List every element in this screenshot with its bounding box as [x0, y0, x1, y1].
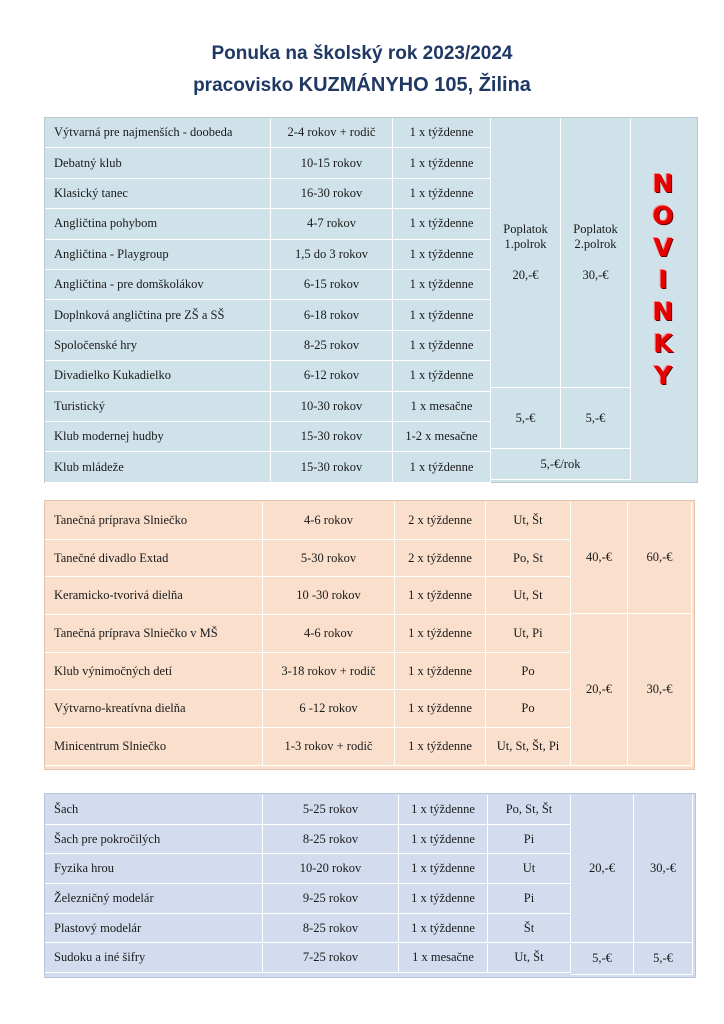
course-name: Angličtina pohybom	[45, 209, 271, 239]
frequency: 1 x týždenne	[395, 653, 486, 691]
age-range: 8-25 rokov	[263, 914, 399, 944]
course-name: Sudoku a iné šifry	[45, 944, 263, 974]
age-range: 15-30 rokov	[271, 422, 393, 452]
frequency: 1 x týždenne	[393, 209, 491, 239]
frequency: 1 x mesačne	[399, 944, 488, 974]
fee-label: Poplatok	[503, 222, 548, 236]
age-range: 6-15 rokov	[271, 270, 393, 300]
frequency: 1 x týždenne	[399, 884, 488, 914]
frequency: 1 x týždenne	[393, 331, 491, 361]
age-range: 10-30 rokov	[271, 392, 393, 422]
novinky-letter: O	[652, 201, 674, 230]
fee-b1: 5,-€	[491, 388, 561, 449]
days: Pi	[488, 884, 571, 914]
course-name: Výtvarná pre najmenších - doobeda	[45, 118, 271, 148]
fee-b2: 5,-€	[634, 943, 693, 975]
course-name: Tanečné divadlo Extad	[45, 540, 263, 578]
days: Po, St, Št	[488, 795, 571, 825]
age-range: 4-7 rokov	[271, 209, 393, 239]
days: Po	[486, 691, 571, 729]
course-name: Šach pre pokročilých	[45, 825, 263, 855]
course-name: Tanečná príprava Slniečko v MŠ	[45, 615, 263, 653]
page-subtitle	[0, 74, 724, 97]
course-name: Keramicko-tvorivá dielňa	[45, 577, 263, 615]
age-range: 5-30 rokov	[263, 540, 395, 578]
fee-b1: 20,-€	[571, 614, 628, 766]
age-range: 3-18 rokov + rodič	[263, 653, 395, 691]
novinky-letter: I	[658, 265, 668, 294]
frequency: 1 x týždenne	[399, 914, 488, 944]
page-title: Ponuka na školský rok 2023/2024	[211, 43, 513, 64]
age-range: 7-25 rokov	[263, 944, 399, 974]
age-range: 1,5 do 3 rokov	[271, 240, 393, 270]
course-name: Angličtina - pre domškolákov	[45, 270, 271, 300]
course-name: Doplnková angličtina pre ZŠ a SŠ	[45, 300, 271, 330]
fee-value: 30,-€	[582, 268, 609, 282]
frequency: 1 x týždenne	[393, 361, 491, 391]
frequency: 1 x týždenne	[393, 179, 491, 209]
frequency: 1 x týždenne	[395, 577, 486, 615]
course-name: Angličtina - Playgroup	[45, 240, 271, 270]
frequency: 1 x týždenne	[393, 270, 491, 300]
frequency: 1 x týždenne	[399, 825, 488, 855]
days: Ut, Št	[486, 502, 571, 540]
frequency: 1 x týždenne	[395, 691, 486, 729]
fee-label-period: 2.polrok	[574, 237, 617, 251]
novinky-letter: Y	[653, 361, 673, 390]
fee-second-half	[561, 118, 631, 388]
age-range: 2-4 rokov + rodič	[271, 118, 393, 148]
frequency: 1 x týždenne	[399, 854, 488, 884]
novinky-label	[631, 118, 695, 480]
fee-a1: 40,-€	[571, 502, 628, 614]
days: Ut	[488, 854, 571, 884]
fee-b1: 5,-€	[571, 943, 634, 975]
days: Ut, Št	[488, 944, 571, 974]
age-range: 6-18 rokov	[271, 300, 393, 330]
age-range: 6-12 rokov	[271, 361, 393, 391]
frequency: 2 x týždenne	[395, 502, 486, 540]
frequency: 1 x týždenne	[393, 452, 491, 482]
novinky-letter: V	[653, 233, 673, 262]
fee-c: 5,-€/rok	[491, 449, 631, 480]
course-name: Fyzika hrou	[45, 854, 263, 884]
course-name: Turistický	[45, 392, 271, 422]
fee-a2: 30,-€	[634, 795, 693, 943]
fee-b2: 30,-€	[628, 614, 692, 766]
age-range: 5-25 rokov	[263, 795, 399, 825]
days: Po	[486, 653, 571, 691]
course-name: Tanečná príprava Slniečko	[45, 502, 263, 540]
age-range: 4-6 rokov	[263, 502, 395, 540]
fee-label-period: 1.polrok	[504, 237, 547, 251]
course-name: Klasický tanec	[45, 179, 271, 209]
subtitle-prefix: pracovisko	[193, 75, 299, 96]
fee-a1: 20,-€	[571, 795, 634, 943]
fee-first-half	[491, 118, 561, 388]
age-range: 10-15 rokov	[271, 148, 393, 178]
fee-label: Poplatok	[573, 222, 618, 236]
frequency: 2 x týždenne	[395, 540, 486, 578]
days: Ut, Pi	[486, 615, 571, 653]
course-name: Šach	[45, 795, 263, 825]
course-name: Divadielko Kukadielko	[45, 361, 271, 391]
fee-a2: 60,-€	[628, 502, 692, 614]
frequency: 1 x týždenne	[395, 728, 486, 766]
course-name: Debatný klub	[45, 148, 271, 178]
age-range: 8-25 rokov	[263, 825, 399, 855]
age-range: 1-3 rokov + rodič	[263, 728, 395, 766]
frequency: 1 x týždenne	[393, 148, 491, 178]
days: Pi	[488, 825, 571, 855]
age-range: 8-25 rokov	[271, 331, 393, 361]
subtitle-place: KUZMÁNYHO 105, Žilina	[298, 74, 531, 96]
days: Ut, St	[486, 577, 571, 615]
frequency: 1 x týždenne	[393, 300, 491, 330]
frequency: 1 x mesačne	[393, 392, 491, 422]
novinky-letter: N	[652, 297, 674, 326]
course-name: Železničný modelár	[45, 884, 263, 914]
course-name: Plastový modelár	[45, 914, 263, 944]
course-name: Spoločenské hry	[45, 331, 271, 361]
frequency: 1 x týždenne	[393, 240, 491, 270]
novinky-letter: K	[653, 329, 673, 358]
fee-b2: 5,-€	[561, 388, 631, 449]
age-range: 9-25 rokov	[263, 884, 399, 914]
frequency: 1 x týždenne	[393, 118, 491, 148]
frequency: 1-2 x mesačne	[393, 422, 491, 452]
frequency: 1 x týždenne	[399, 795, 488, 825]
age-range: 4-6 rokov	[263, 615, 395, 653]
days: Ut, St, Št, Pi	[486, 728, 571, 766]
course-name: Klub výnimočných detí	[45, 653, 263, 691]
course-name: Klub mládeže	[45, 452, 271, 482]
course-name: Výtvarno-kreatívna dielňa	[45, 691, 263, 729]
novinky-letter: N	[652, 169, 674, 198]
frequency: 1 x týždenne	[395, 615, 486, 653]
age-range: 16-30 rokov	[271, 179, 393, 209]
course-name: Klub modernej hudby	[45, 422, 271, 452]
days: Po, St	[486, 540, 571, 578]
age-range: 15-30 rokov	[271, 452, 393, 482]
course-name: Minicentrum Slniečko	[45, 728, 263, 766]
age-range: 10 -30 rokov	[263, 577, 395, 615]
age-range: 10-20 rokov	[263, 854, 399, 884]
days: Št	[488, 914, 571, 944]
age-range: 6 -12 rokov	[263, 691, 395, 729]
fee-value: 20,-€	[512, 268, 539, 282]
